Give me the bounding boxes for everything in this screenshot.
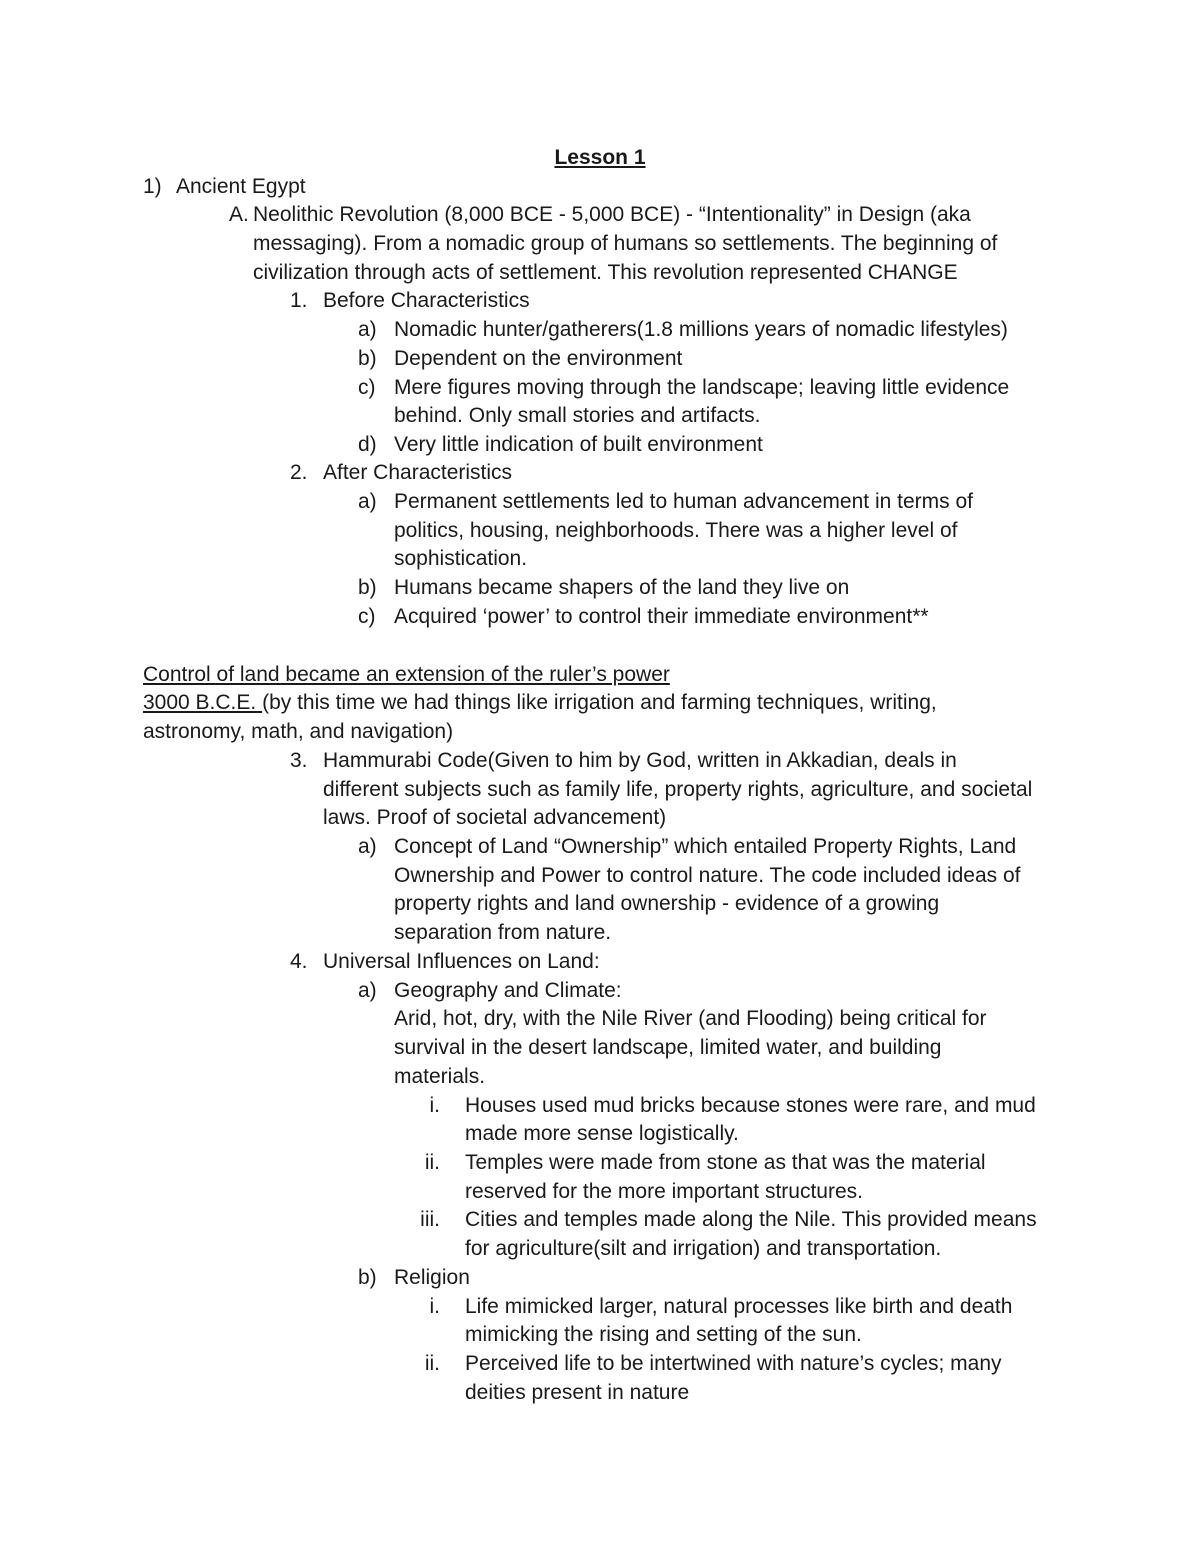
list-marker: a) bbox=[358, 490, 377, 513]
list-item-text: Arid, hot, dry, with the Nile River (and Flooding) being critical for bbox=[394, 1007, 987, 1030]
list-item-text: made more sense logistically. bbox=[465, 1122, 739, 1145]
list-item-text: Geography and Climate: bbox=[394, 979, 622, 1002]
list-item-text: separation from nature. bbox=[394, 921, 612, 944]
list-marker: 3. bbox=[290, 749, 308, 772]
list-item-text: Temples were made from stone as that was the material bbox=[465, 1151, 986, 1174]
list-marker: i. bbox=[429, 1295, 440, 1318]
list-marker: 1. bbox=[290, 289, 308, 312]
list-marker: ii. bbox=[424, 1151, 440, 1174]
list-item-text: Ownership and Power to control nature. The code included ideas of bbox=[394, 864, 1021, 887]
list-item-text: Permanent settlements led to human advancement in terms of bbox=[394, 490, 973, 513]
list-marker: b) bbox=[358, 1266, 377, 1289]
page-title: Lesson 1 bbox=[554, 146, 646, 169]
list-marker: 4. bbox=[290, 950, 308, 973]
list-item-text: Houses used mud bricks because stones were rare, and mud bbox=[465, 1094, 1036, 1117]
paragraph-text: astronomy, math, and navigation) bbox=[143, 720, 454, 743]
paragraph-text: (by this time we had things like irrigation and farming techniques, writing, bbox=[262, 691, 937, 714]
section-heading: Ancient Egypt bbox=[176, 175, 306, 198]
list-item-text: deities present in nature bbox=[465, 1381, 690, 1404]
list-item-text: laws. Proof of societal advancement) bbox=[323, 806, 667, 829]
list-item-text: Dependent on the environment bbox=[394, 347, 683, 370]
list-item-text: different subjects such as family life, property rights, agriculture, and societal bbox=[323, 778, 1033, 801]
list-item-text: Very little indication of built environment bbox=[394, 433, 763, 456]
list-item-text: Religion bbox=[394, 1266, 470, 1289]
section-heading: Control of land became an extension of the ruler’s power bbox=[143, 663, 670, 686]
list-item-text: mimicking the rising and setting of the sun. bbox=[465, 1323, 862, 1346]
list-marker: 2. bbox=[290, 461, 308, 484]
list-marker: a) bbox=[358, 979, 377, 1002]
list-marker: d) bbox=[358, 433, 377, 456]
list-item-text: Universal Influences on Land: bbox=[323, 950, 600, 973]
list-item-text: politics, housing, neighborhoods. There was a higher level of bbox=[394, 519, 958, 542]
list-marker: b) bbox=[358, 347, 377, 370]
list-marker: iii. bbox=[420, 1208, 440, 1231]
list-item-text: materials. bbox=[394, 1065, 486, 1088]
list-item-text: After Characteristics bbox=[323, 461, 513, 484]
list-item-text: sophistication. bbox=[394, 547, 528, 570]
list-item-text: Hammurabi Code(Given to him by God, written in Akkadian, deals in bbox=[323, 749, 957, 772]
date-label: 3000 B.C.E. bbox=[143, 691, 263, 714]
list-marker: i. bbox=[429, 1094, 440, 1117]
list-marker: c) bbox=[358, 605, 376, 628]
list-marker: a) bbox=[358, 835, 377, 858]
list-item-text: Life mimicked larger, natural processes like birth and death bbox=[465, 1295, 1013, 1318]
list-item-text: civilization through acts of settlement. This revolution represented CHANGE bbox=[253, 261, 958, 284]
list-item-text: reserved for the more important structures. bbox=[465, 1180, 863, 1203]
list-item-text: Before Characteristics bbox=[323, 289, 530, 312]
list-marker: 1) bbox=[143, 175, 162, 198]
list-marker: b) bbox=[358, 576, 377, 599]
list-item-text: for agriculture(silt and irrigation) and transportation. bbox=[465, 1237, 942, 1260]
list-marker: A. bbox=[229, 203, 249, 226]
list-item-text: Acquired ‘power’ to control their immediate environment** bbox=[394, 605, 929, 628]
list-marker: a) bbox=[358, 318, 377, 341]
list-item-text: survival in the desert landscape, limited water, and building bbox=[394, 1036, 942, 1059]
list-item-text: Nomadic hunter/gatherers(1.8 millions years of nomadic lifestyles) bbox=[394, 318, 1008, 341]
list-item-text: Neolithic Revolution (8,000 BCE - 5,000 BCE) - “Intentionality” in Design (aka bbox=[253, 203, 971, 226]
list-item-text: Humans became shapers of the land they live on bbox=[394, 576, 850, 599]
list-item-text: behind. Only small stories and artifacts. bbox=[394, 404, 761, 427]
list-item-text: Concept of Land “Ownership” which entailed Property Rights, Land bbox=[394, 835, 1017, 858]
list-item-text: Perceived life to be intertwined with nature’s cycles; many bbox=[465, 1352, 1002, 1375]
list-item-text: Cities and temples made along the Nile. This provided means bbox=[465, 1208, 1037, 1231]
list-marker: ii. bbox=[424, 1352, 440, 1375]
list-marker: c) bbox=[358, 376, 376, 399]
list-item-text: messaging). From a nomadic group of humans so settlements. The beginning of bbox=[253, 232, 998, 255]
list-item-text: property rights and land ownership - evidence of a growing bbox=[394, 892, 940, 915]
paragraph bbox=[143, 688, 937, 717]
list-item-text: Mere figures moving through the landscape; leaving little evidence bbox=[394, 376, 1010, 399]
